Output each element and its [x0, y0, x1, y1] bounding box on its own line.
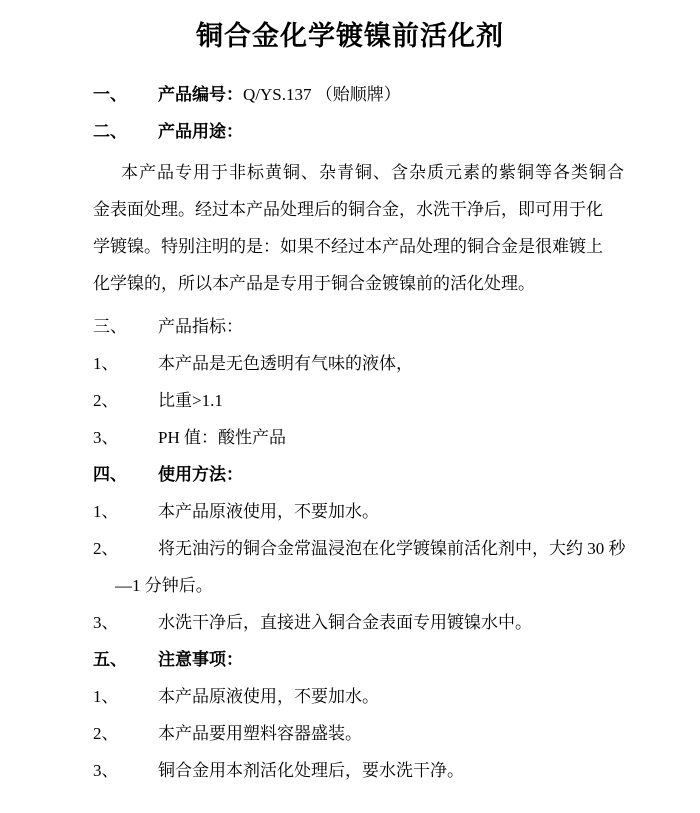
item-text: 本产品原液使用，不要加水。 [158, 687, 379, 706]
item-number: 3、 [93, 613, 119, 632]
item-text: 本产品是无色透明有气味的液体， [158, 354, 413, 373]
method-item-1 [93, 493, 607, 530]
section-1-header [93, 76, 607, 113]
usage-paragraph-line-3: 学镀镍。特别注明的是：如果不经过本产品处理的铜合金是很难镀上 [93, 237, 603, 256]
item-text: 水洗干净后，直接进入铜合金表面专用镀镍水中。 [158, 613, 532, 632]
section-title-and-value [158, 76, 401, 113]
spec-item-3 [93, 419, 607, 456]
section-number: 一、 [93, 85, 127, 104]
item-number: 2、 [93, 391, 119, 410]
product-code-value: Q/YS.137 （贻顺牌） [243, 85, 401, 104]
item-number: 2、 [93, 539, 119, 558]
section-number: 二、 [93, 122, 127, 141]
item-text: 铜合金用本剂活化处理后，要水洗干净。 [158, 761, 464, 780]
item-text: 本产品要用塑料容器盛装。 [158, 724, 362, 743]
section-number: 四、 [93, 465, 127, 484]
usage-paragraph-line-1: 本产品专用于非标黄铜、杂青铜、含杂质元素的紫铜等各类铜合 [121, 163, 625, 182]
item-number: 3、 [93, 428, 119, 447]
item-text: PH 值：酸性产品 [158, 428, 286, 447]
item-number: 1、 [93, 687, 119, 706]
item-text: 将无油污的铜合金常温浸泡在化学镀镍前活化剂中，大约 30 秒 [158, 539, 626, 558]
section-number: 三、 [93, 317, 127, 336]
item-text: 比重>1.1 [158, 391, 223, 410]
usage-paragraph-line-2: 金表面处理。经过本产品处理后的铜合金，水洗干净后，即可用于化 [93, 200, 603, 219]
method-item-2 [93, 530, 626, 567]
section-title: 产品指标： [158, 317, 243, 336]
document-title: 铜合金化学镀镍前活化剂 [196, 21, 504, 51]
method-item-3 [93, 604, 607, 641]
item-number: 2、 [93, 724, 119, 743]
item-number: 3、 [93, 761, 119, 780]
section-4-header [93, 456, 607, 493]
section-title: 产品用途： [158, 122, 243, 141]
caution-item-2 [93, 715, 607, 752]
item-text: 本产品原液使用，不要加水。 [158, 502, 379, 521]
section-number: 五、 [93, 650, 127, 669]
spec-item-2 [93, 382, 607, 419]
item-number: 1、 [93, 502, 119, 521]
caution-item-3 [93, 752, 607, 789]
product-code-label: 产品编号： [158, 85, 243, 104]
section-5-header [93, 641, 607, 678]
usage-paragraph-line-4: 化学镍的，所以本产品是专用于铜合金镀镍前的活化处理。 [93, 274, 535, 293]
section-2-header [93, 113, 607, 150]
item-number: 1、 [93, 354, 119, 373]
spec-item-1 [93, 345, 607, 382]
section-3-header [93, 308, 607, 345]
caution-item-1 [93, 678, 607, 715]
section-title: 注意事项： [158, 650, 243, 669]
section-title: 使用方法： [158, 465, 243, 484]
method-item-2-continuation: —1 分钟后。 [115, 576, 213, 595]
